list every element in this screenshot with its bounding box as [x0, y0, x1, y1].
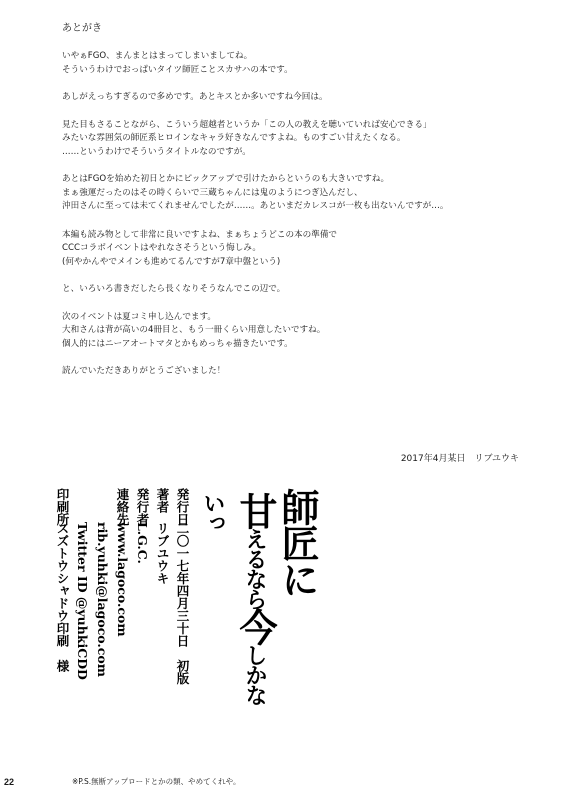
text-line: 沖田さんに至っては未てくれませんでしたが……。あといまだカレスコが一枚も出ないんですが…。 — [62, 201, 449, 211]
text-line: あとはFGOを始めた初日とかにピックアップで引けたからというのも大きいですね。 — [62, 174, 390, 184]
colophon-value: www.lagoco.com — [115, 522, 130, 637]
paragraph — [62, 91, 522, 105]
colophon-value: L.G.C. — [135, 522, 150, 564]
paragraph — [62, 283, 522, 297]
colophon-row-date — [172, 488, 192, 718]
text-line: CCCコラボイベントはやれなさそうという悔しみ。 — [62, 243, 261, 253]
paragraph — [62, 173, 522, 214]
text-line: 大和さんは背が高いの4冊目と、もう一冊くらい用意したいですね。 — [62, 325, 326, 335]
text-line: 読んでいただきありがとうございました！ — [62, 366, 226, 376]
paragraph — [62, 311, 522, 352]
paragraph — [62, 365, 522, 379]
text-line: 見た目もさることながら、こういう超越者というか「この人の教えを聴いていれば安心できる」 — [62, 119, 432, 130]
colophon-value: Twitter ID @yuhkiCDD — [75, 522, 90, 680]
colophon-value: 二〇一七年四月三十日 初版 — [175, 522, 190, 685]
title-part: 甘 — [233, 492, 278, 528]
colophon-value: リブユウキ — [155, 522, 170, 585]
title-part: ない — [200, 492, 268, 704]
signature-date: 2017年4月某日 リブユウキ — [400, 454, 519, 464]
text-line: ……というわけでそういうタイトルなのですが。 — [62, 146, 251, 157]
colophon-label: 著者 — [155, 488, 170, 513]
colophon-row-email — [92, 488, 112, 718]
colophon-row-contact — [112, 488, 132, 718]
text-line: 本編も読み物として非常に良いですよね、まぁちょうどこの本の準備で — [62, 229, 338, 240]
book-title — [276, 488, 318, 718]
text-line: いやぁFGO、まんまとはまってしまいましてね。 — [62, 51, 253, 61]
colophon-label: 連絡先 — [115, 488, 130, 526]
paragraph — [62, 50, 522, 77]
title-part: 師匠に — [275, 488, 320, 596]
title-part: しか — [242, 644, 268, 684]
text-line: 次のイベントは夏コミ申し込んでます。 — [62, 311, 217, 322]
text-line: あしがえっちすぎるので多めです。あとキスとか多いですね今回は。 — [62, 92, 328, 102]
colophon — [52, 488, 318, 718]
colophon-label: 発行日 — [175, 488, 190, 526]
text-line: まぁ強運だったのはその時くらいで三蔵ちゃんには鬼のようにつぎ込んだし、 — [62, 187, 363, 198]
colophon-row-twitter — [72, 488, 92, 718]
title-part: っ — [200, 512, 226, 532]
colophon-row-publisher — [132, 488, 152, 718]
colophon-value: スズトウシャドウ印刷 様 — [55, 522, 70, 672]
title-part: 今 — [233, 608, 278, 644]
afterword — [62, 22, 522, 379]
book-title-continued — [192, 488, 276, 718]
paragraph — [62, 119, 522, 160]
colophon-row-author — [152, 488, 172, 718]
text-line: (何やかんやでメインも進めてるんですが7章中盤という) — [62, 256, 281, 267]
paragraph — [62, 229, 522, 270]
colophon-value: rib.yuhki@lagoco.com — [95, 522, 110, 677]
afterword-heading: あとがき — [62, 23, 102, 34]
page-number: 22 — [4, 777, 15, 787]
colophon-row-printer — [52, 488, 72, 718]
colophon-label: 印刷所 — [55, 488, 70, 526]
text-line: 個人的にはニーアオートマタとかもめっちゃ描きたいです。 — [62, 338, 293, 349]
text-line: と、いろいろ書きだしたら長くなりそうなんでこの辺で。 — [62, 284, 286, 294]
colophon-label: 発行者 — [135, 488, 150, 526]
text-line: そういうわけでおっぱいタイツ師匠ことスカサハの本です。 — [62, 64, 293, 75]
title-part: えるなら — [242, 528, 268, 608]
text-line: みたいな雰囲気の師匠系ヒロインなキャラ好きなんですよね。ものすごい甘えたくなる。 — [62, 133, 406, 143]
footer-note: ※P.S.無断アップロードとかの類、やめてくれや。 — [72, 777, 241, 786]
